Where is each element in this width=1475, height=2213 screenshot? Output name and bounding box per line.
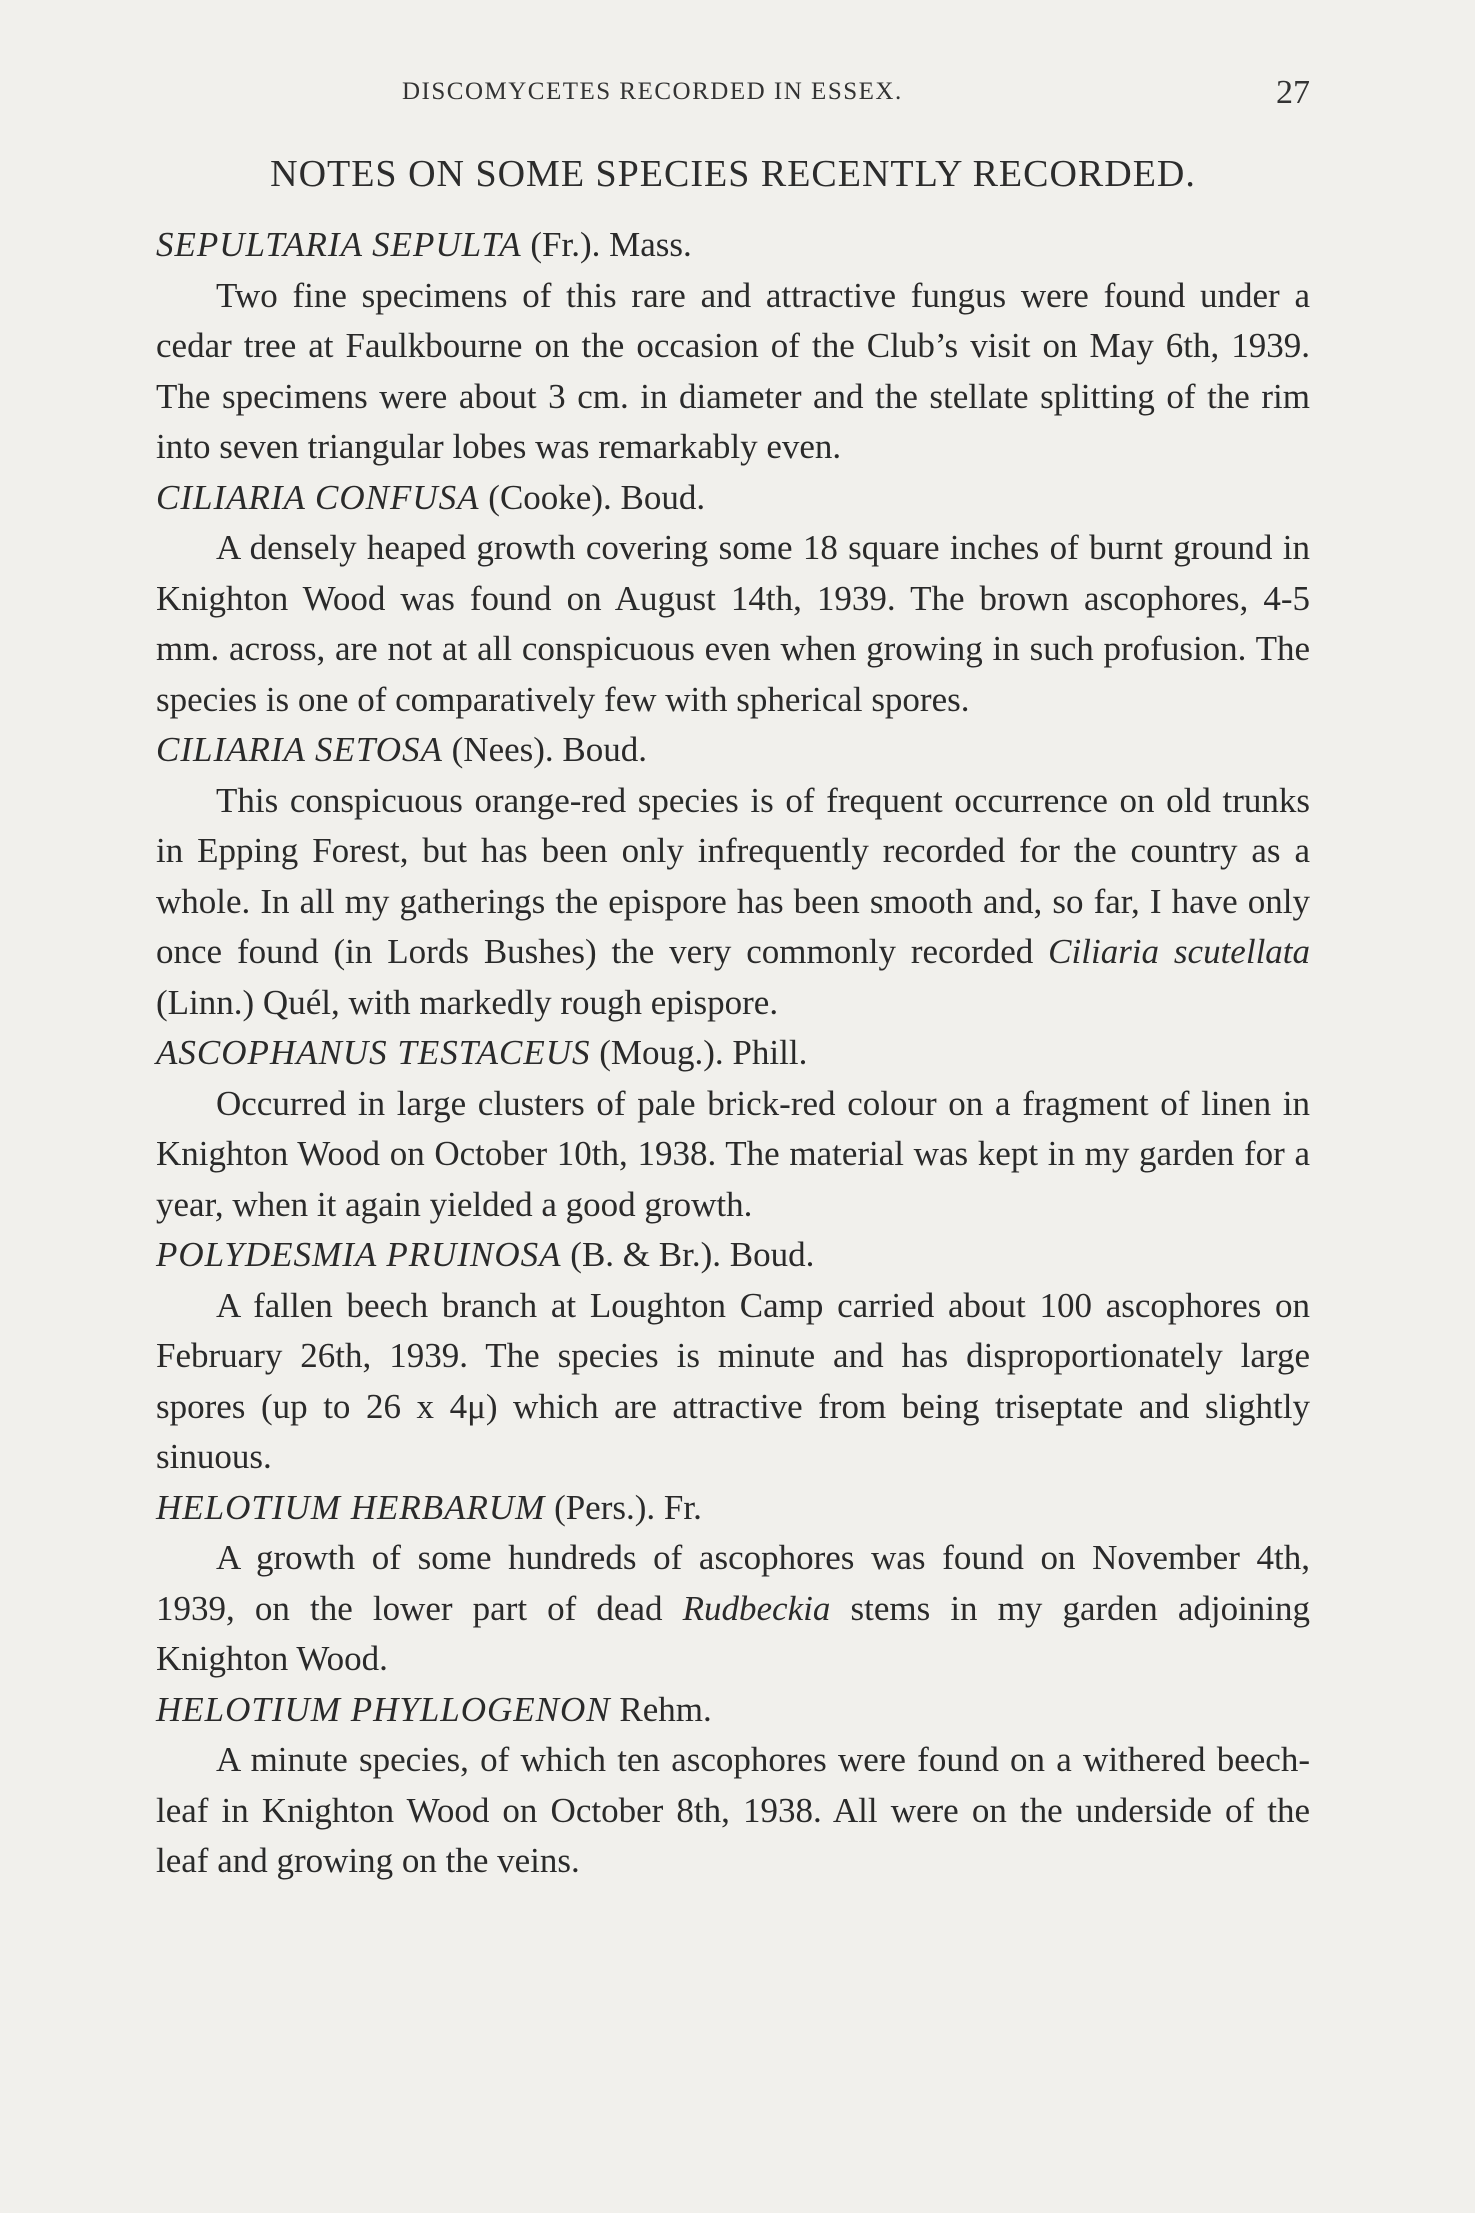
species-heading xyxy=(156,1028,1310,1079)
italic-taxon: Ciliaria scutellata xyxy=(1048,932,1311,971)
species-authority: (Pers.). Fr. xyxy=(554,1487,702,1527)
species-heading xyxy=(156,220,1310,271)
species-description: Occurred in large clusters of pale brick-red colour on a fragment of linen in Knighton Wood on October 10th, 1938. The material was kept in my garden for a year, when it again yielded a good growth. xyxy=(156,1083,1310,1224)
species-authority: (B. & Br.). Boud. xyxy=(570,1235,815,1274)
species-entry xyxy=(156,1685,1310,1887)
description-text: (Linn.) Quél, with markedly rough epispore. xyxy=(156,982,779,1022)
species-heading xyxy=(156,473,1310,524)
species-entry xyxy=(156,220,1310,473)
species-name: HELOTIUM PHYLLOGENON xyxy=(156,1689,611,1729)
running-title: DISCOMYCETES RECORDED IN ESSEX. xyxy=(402,78,903,105)
species-description: A minute species, of which ten ascophores were found on a withered beech-leaf in Knighton Wood on October 8th, 1938. All were on the underside of the leaf and growing on the veins. xyxy=(156,1740,1310,1880)
species-name: CILIARIA CONFUSA xyxy=(156,477,480,517)
species-description: Two fine specimens of this rare and attractive fungus were found under a cedar tree at Faulkbourne on the occasion of the Club’s visit on May 6th, 1939. The specimens were about 3 cm. in diameter and the stellate splitting of the rim into seven triangular lobes was remarkably even. xyxy=(156,275,1310,466)
running-head xyxy=(156,74,1310,122)
species-entry xyxy=(156,1483,1310,1685)
species-description: A fallen beech branch at Loughton Camp carried about 100 ascophores on February 26th, 1939. The species is minute and has disproportionately large spores (up to 26 x 4μ) which are attractive from being triseptate and slightly sinuous. xyxy=(156,1285,1310,1476)
description-text: stems in my garden adjoining Knighton Wood. xyxy=(156,1588,1311,1678)
section-heading: NOTES ON SOME SPECIES RECENTLY RECORDED. xyxy=(270,153,1196,195)
species-heading xyxy=(156,1685,1310,1736)
species-name: HELOTIUM HERBARUM xyxy=(156,1487,546,1527)
species-name: ASCOPHANUS TESTACEUS xyxy=(156,1033,591,1072)
species-entry xyxy=(156,725,1310,1028)
species-authority: (Nees). Boud. xyxy=(451,730,648,769)
species-entry xyxy=(156,1230,1310,1483)
page-number: 27 xyxy=(1276,74,1310,111)
species-heading xyxy=(156,1483,1310,1534)
species-heading xyxy=(156,725,1310,776)
species-authority: (Cooke). Boud. xyxy=(488,477,706,517)
description-text: This conspicuous orange-red species is of frequent occurrence on old trunks in Epping Forest, but has been only infrequently recorded for the country as a whole. In all my gatherings the epispore has been smooth and, so far, I have only once found (in Lords Bushes) the very commonly recorded xyxy=(156,780,1310,971)
species-description xyxy=(156,776,1310,1029)
species-entry xyxy=(156,1028,1310,1230)
species-name: POLYDESMIA PRUINOSA xyxy=(156,1235,562,1274)
species-authority: (Fr.). Mass. xyxy=(530,225,692,264)
species-authority: (Moug.). Phill. xyxy=(599,1033,808,1072)
species-authority: Rehm. xyxy=(619,1689,712,1729)
species-name: CILIARIA SETOSA xyxy=(156,730,443,769)
species-entry xyxy=(156,473,1310,726)
species-description xyxy=(156,1533,1310,1685)
species-name: SEPULTARIA SEPULTA xyxy=(156,225,522,264)
species-entries xyxy=(156,220,1310,1887)
species-description: A densely heaped growth covering some 18 square inches of burnt ground in Knighton Wood was found on August 14th, 1939. The brown ascophores, 4-5 mm. across, are not at all conspicuous even when growing in such profusion. The species is one of comparatively few with spherical spores. xyxy=(156,528,1310,719)
species-heading xyxy=(156,1230,1310,1281)
description-text: A growth of some hundreds of ascophores was found on November 4th, 1939, on the lower part of dead xyxy=(156,1538,1310,1628)
italic-taxon: Rudbeckia xyxy=(682,1588,831,1628)
